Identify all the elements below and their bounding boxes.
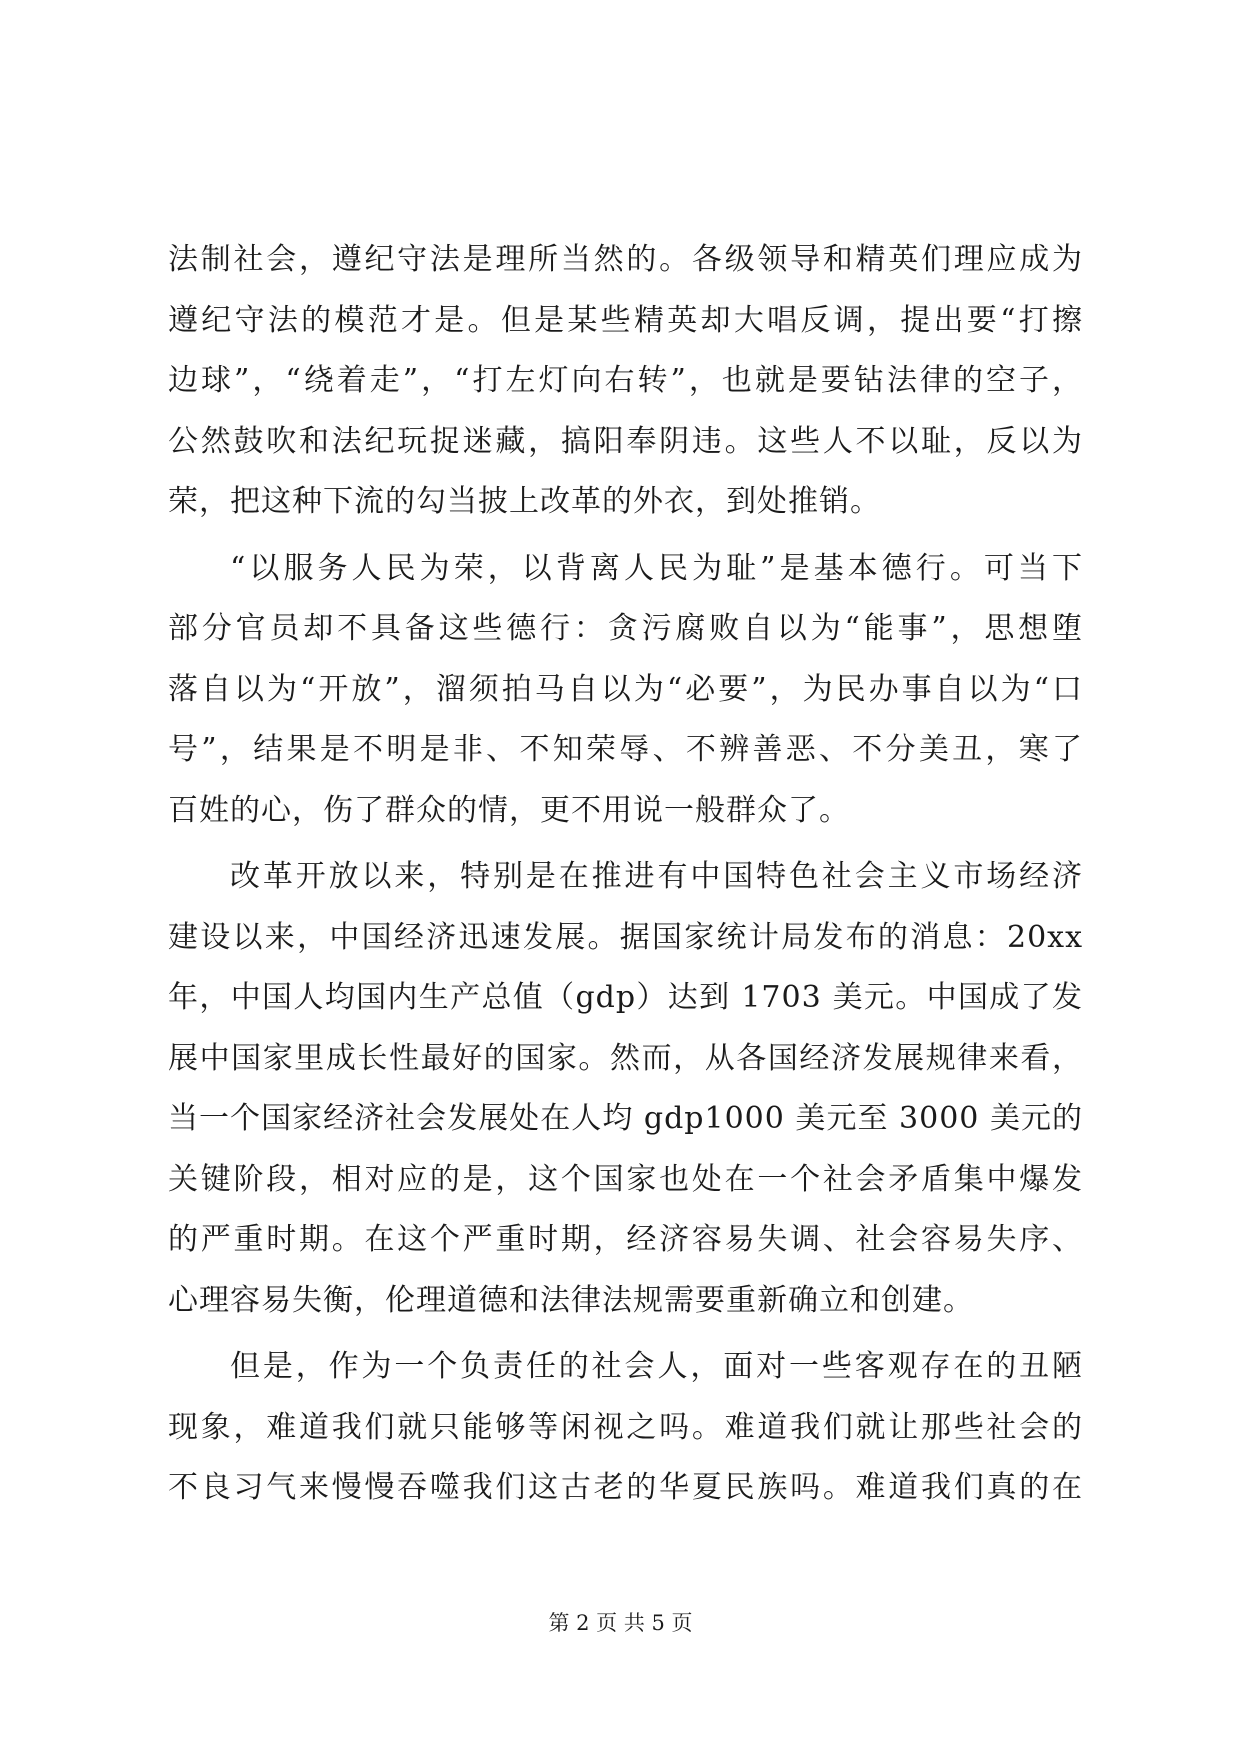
text-line: 改革开放以来，特别是在推进有中国特色社会主义市场经济 [230,859,1083,894]
text-line: 部分官员却不具备这些德行：贪污腐败自以为“能事”，思想堕 [168,611,1083,646]
text-line: 心理容易失衡，伦理道德和法律法规需要重新确立和创建。 [168,1282,974,1318]
text-line: 落自以为“开放”，溜须拍马自以为“必要”，为民办事自以为“口 [168,671,1083,707]
text-line: 展中国家里成长性最好的国家。然而，从各国经济发展规律来看， [168,1040,1083,1076]
text-line: 边球”，“绕着走”，“打左灯向右转”，也就是要钻法律的空子， [168,363,1083,398]
page-footer [0,1608,1241,1638]
text-line: 关键阶段，相对应的是，这个国家也处在一个社会矛盾集中爆发 [168,1161,1083,1197]
text-line: 公然鼓吹和法纪玩捉迷藏，搞阳奉阴违。这些人不以耻，反以为 [168,423,1083,459]
page-number-indicator: 第 2 页 共 5 页 [548,1611,693,1635]
text-line: 建设以来，中国经济迅速发展。据国家统计局发布的消息：20xx [168,919,1083,955]
text-line: 荣，把这种下流的勾当披上改革的外衣，到处推销。 [168,484,881,519]
text-line: “以服务人民为荣，以背离人民为耻”是基本德行。可当下 [230,550,1083,586]
paragraph-3 [168,847,1083,1331]
document-body [168,230,1083,1519]
text-line: 不良习气来慢慢吞噬我们这古老的华夏民族吗。难道我们真的在 [168,1470,1083,1505]
text-line: 年，中国人均国内生产总值（gdp）达到 1703 美元。中国成了发 [168,980,1083,1015]
paragraph-2 [168,539,1083,842]
paragraph-4 [168,1337,1083,1519]
text-line: 但是，作为一个负责任的社会人，面对一些客观存在的丑陋 [230,1349,1083,1384]
text-line: 遵纪守法的模范才是。但是某些精英却大唱反调，提出要“打擦 [168,302,1083,338]
text-line: 当一个国家经济社会发展处在人均 gdp1000 美元至 3000 美元的 [168,1101,1083,1136]
text-line: 现象，难道我们就只能够等闲视之吗。难道我们就让那些社会的 [168,1409,1083,1445]
paragraph-1 [168,230,1083,533]
text-line: 百姓的心，伤了群众的情，更不用说一般群众了。 [168,792,850,828]
text-line: 的严重时期。在这个严重时期，经济容易失调、社会容易失序、 [168,1222,1083,1257]
text-line: 号”，结果是不明是非、不知荣辱、不辨善恶、不分美丑，寒了 [168,732,1083,767]
text-line: 法制社会，遵纪守法是理所当然的。各级领导和精英们理应成为 [168,242,1083,277]
